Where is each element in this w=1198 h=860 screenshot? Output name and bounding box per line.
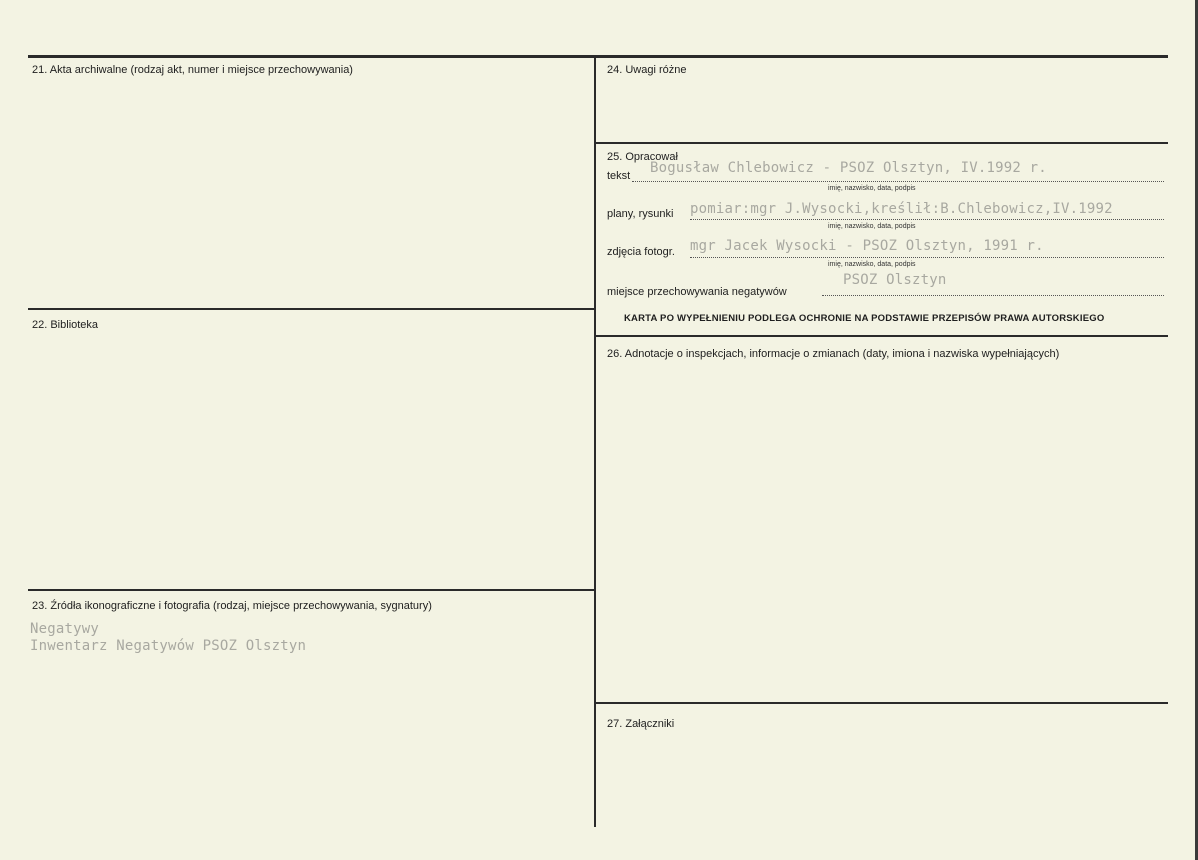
- section-23-label: 23. Źródła ikonograficzne i fotografia (rodzaj, miejsce przechowywania, sygnatury): [32, 600, 432, 612]
- rule-24-25: [596, 142, 1168, 144]
- rule-22-23: [28, 589, 594, 591]
- negatywy-value: PSOZ Olsztyn: [843, 272, 947, 288]
- top-rule: [28, 55, 1168, 58]
- plany-value: pomiar:mgr J.Wysocki,kreślił:B.Chlebowicz,IV.1992: [690, 201, 1113, 217]
- zdjecia-dotted-line: [690, 257, 1164, 258]
- plany-dotted-line: [690, 219, 1164, 220]
- rule-25-26: [596, 335, 1168, 337]
- section-21-label: 21. Akta archiwalne (rodzaj akt, numer i miejsce przechowywania): [32, 64, 353, 76]
- negatywy-label: miejsce przechowywania negatywów: [607, 286, 787, 298]
- zdjecia-caption: imię, nazwisko, data, podpis: [828, 261, 916, 268]
- tekst-dotted-line: [632, 181, 1164, 182]
- section-23-line-1: Negatywy: [30, 621, 100, 637]
- zdjecia-value: mgr Jacek Wysocki - PSOZ Olsztyn, 1991 r.: [690, 238, 1044, 254]
- section-26-label: 26. Adnotacje o inspekcjach, informacje o zmianach (daty, imiona i nazwiska wypełniających): [607, 348, 1060, 360]
- section-27-label: 27. Załączniki: [607, 718, 675, 730]
- plany-label: plany, rysunki: [607, 208, 674, 220]
- plany-caption: imię, nazwisko, data, podpis: [828, 223, 916, 230]
- section-23-line-2: Inwentarz Negatywów PSOZ Olsztyn: [30, 638, 307, 654]
- rule-26-27: [596, 702, 1168, 704]
- section-22-label: 22. Biblioteka: [32, 319, 99, 331]
- section-25-label: 25. Opracował: [607, 151, 678, 163]
- section-24-label: 24. Uwagi różne: [607, 64, 687, 76]
- rule-21-22: [28, 308, 594, 310]
- tekst-value: Bogusław Chlebowicz - PSOZ Olsztyn, IV.1992 r.: [650, 160, 1047, 176]
- copyright-notice: KARTA PO WYPEŁNIENIU PODLEGA OCHRONIE NA PODSTAWIE PRZEPISÓW PRAWA AUTORSKIEGO: [624, 313, 1105, 324]
- zdjecia-label: zdjęcia fotogr.: [607, 246, 675, 258]
- center-divider: [594, 55, 596, 827]
- tekst-caption: imię, nazwisko, data, podpis: [828, 185, 916, 192]
- tekst-label: tekst: [607, 170, 631, 182]
- negatywy-dotted-line: [822, 295, 1164, 296]
